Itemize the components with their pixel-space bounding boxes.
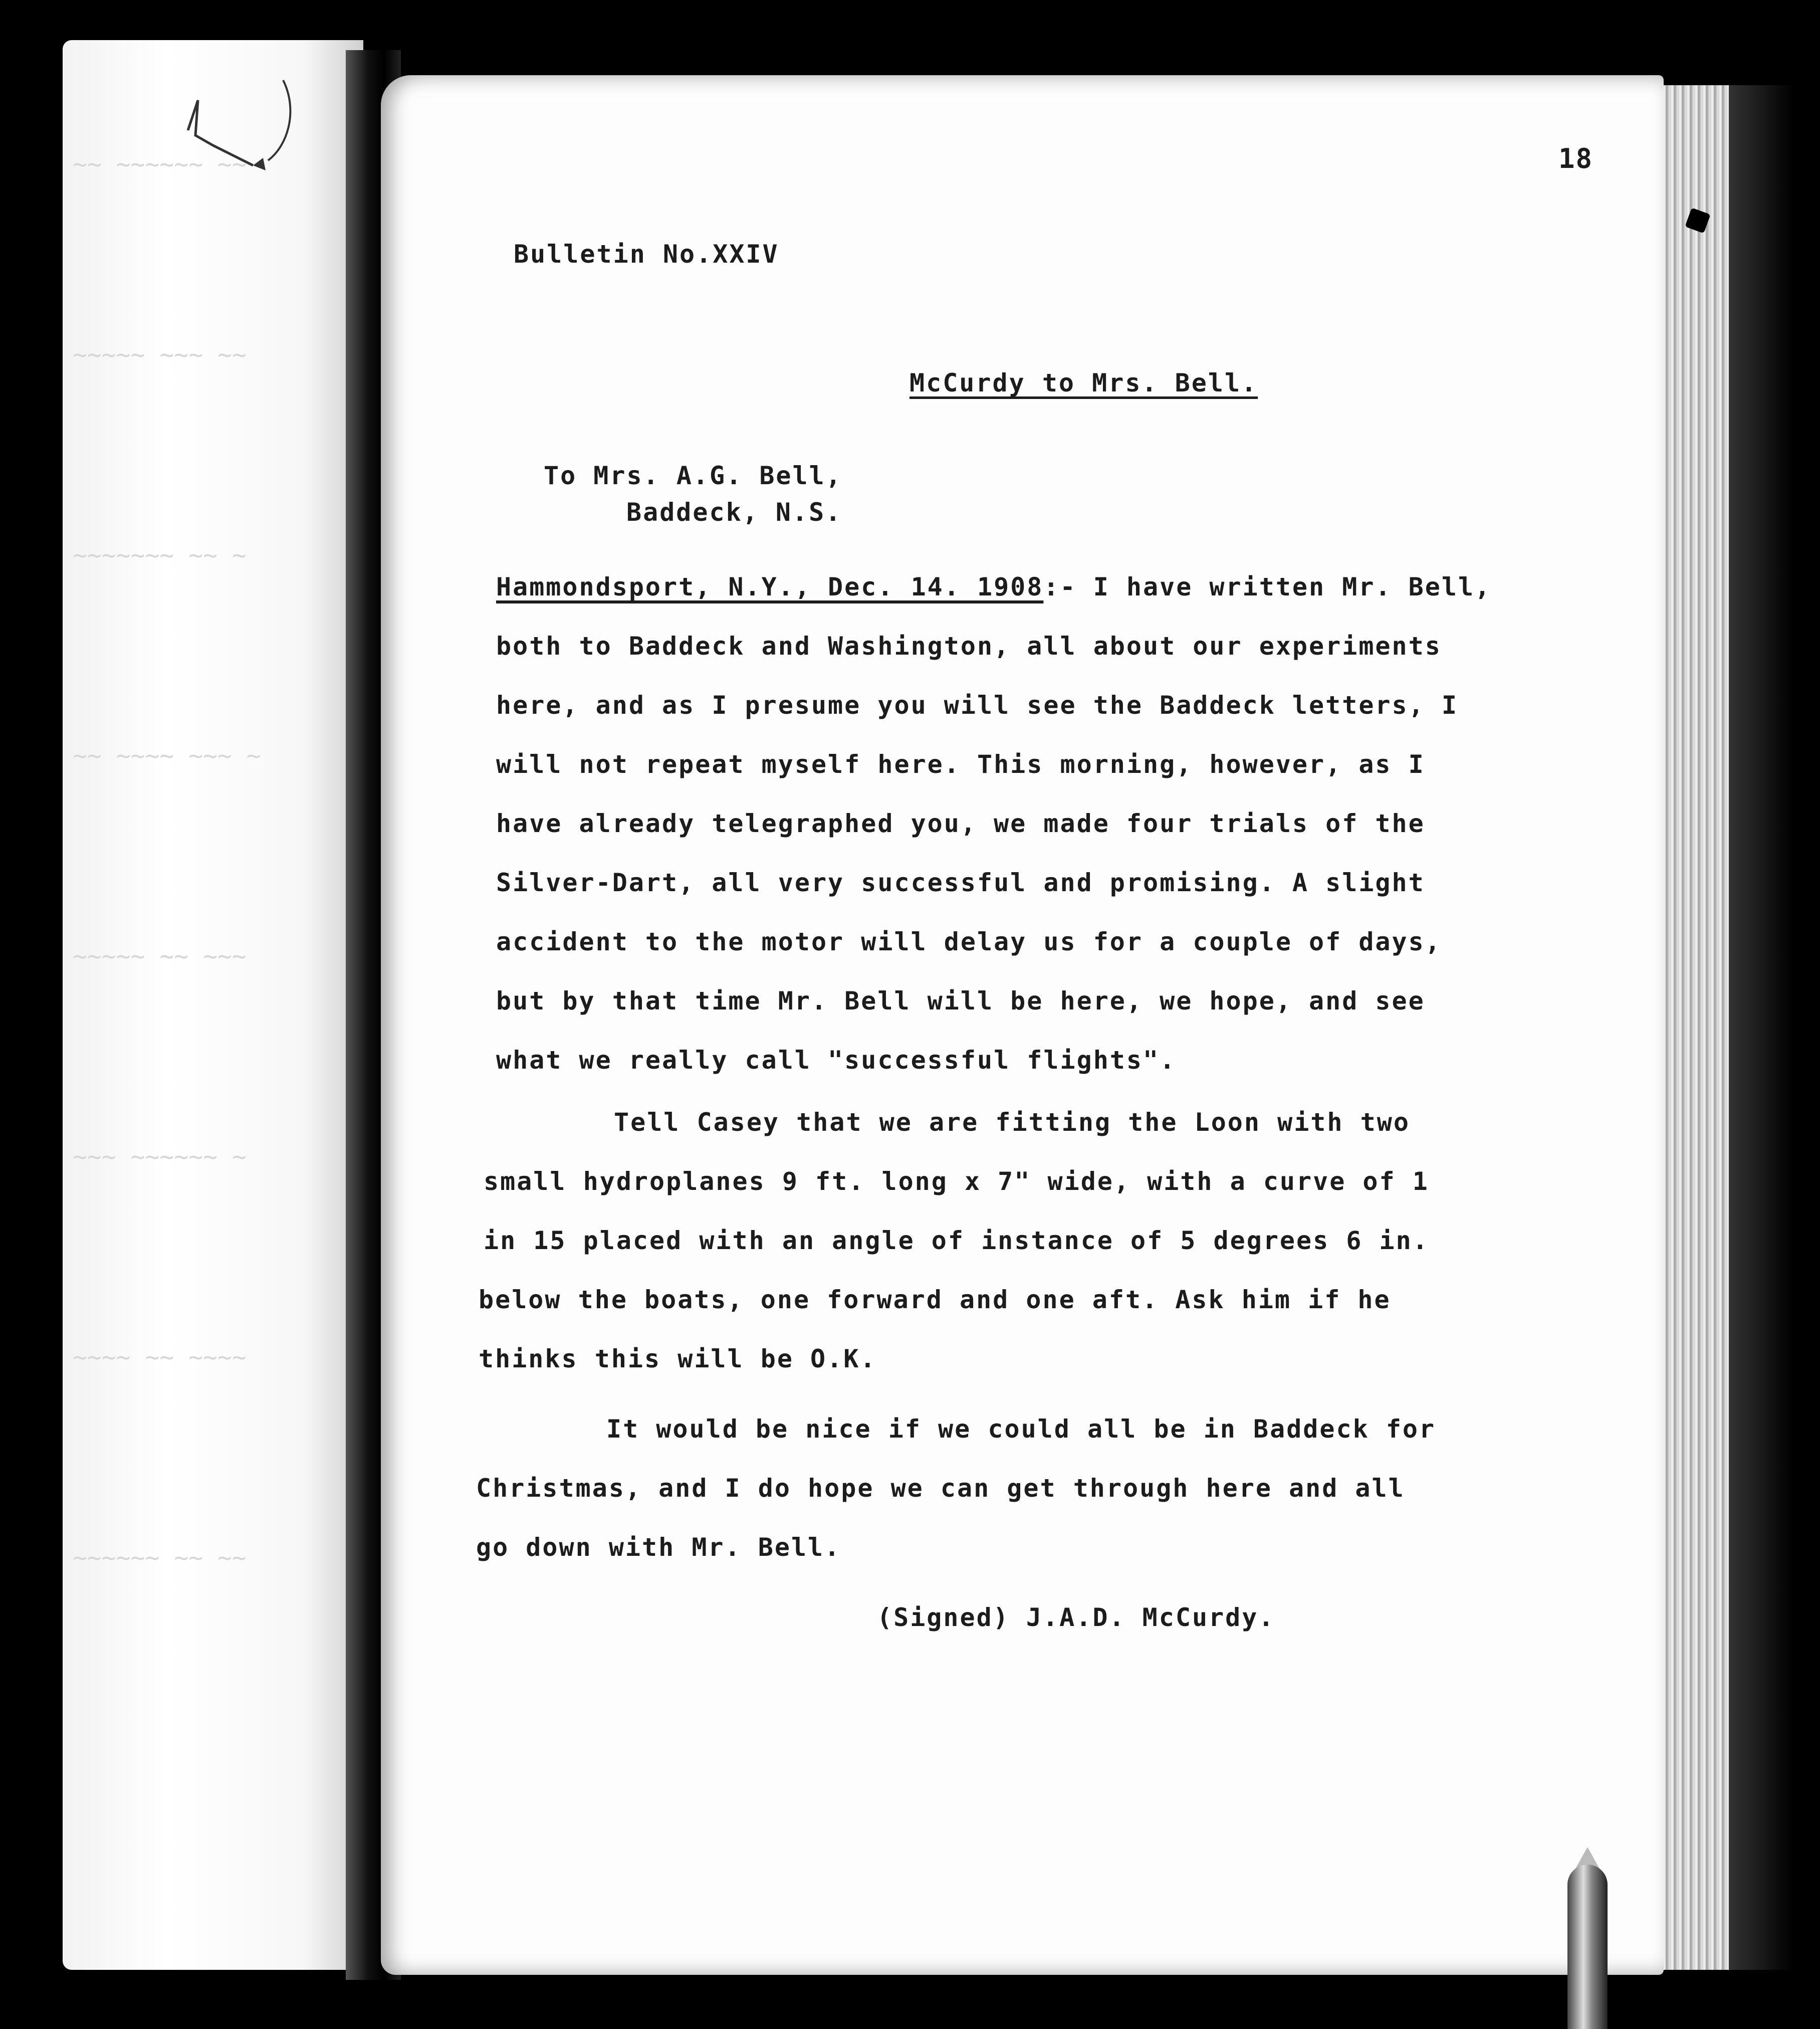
body-line: accident to the motor will delay us for a couple of days, bbox=[496, 927, 1442, 956]
pen bbox=[1567, 1865, 1608, 2029]
body-line: small hydroplanes 9 ft. long x 7" wide, with a curve of 1 bbox=[484, 1167, 1429, 1196]
typed-page bbox=[381, 75, 1664, 1975]
body-text: :- I have written Mr. Bell, bbox=[1043, 572, 1492, 601]
body-line bbox=[496, 572, 1491, 601]
page-number: 18 bbox=[1558, 143, 1594, 174]
signature-line: (Signed) J.A.D. McCurdy. bbox=[877, 1603, 1275, 1632]
body-line: go down with Mr. Bell. bbox=[476, 1533, 841, 1562]
address-line-2: Baddeck, N.S. bbox=[626, 498, 842, 527]
dateline: Hammondsport, N.Y., Dec. 14. 1908 bbox=[496, 572, 1044, 601]
bleed-through-text: ~~~~~ ~~~ ~~ bbox=[73, 341, 247, 363]
body-line: will not repeat myself here. This morning, however, as I bbox=[496, 750, 1425, 779]
body-line: Tell Casey that we are fitting the Loon with two bbox=[614, 1108, 1410, 1137]
bleed-through-text: ~~ ~~~~ ~~~ ~ bbox=[73, 742, 261, 764]
body-line: here, and as I presume you will see the Baddeck letters, I bbox=[496, 691, 1458, 720]
body-line: Silver-Dart, all very successful and promising. A slight bbox=[496, 868, 1425, 897]
bleed-through-text: ~~~~~~~ ~~ ~ bbox=[73, 541, 247, 563]
body-line: have already telegraphed you, we made four trials of the bbox=[496, 809, 1425, 838]
bulletin-number: Bulletin No.XXIV bbox=[514, 240, 779, 269]
body-line: in 15 placed with an angle of instance of 5 degrees 6 in. bbox=[484, 1226, 1429, 1255]
body-line: what we really call "successful flights". bbox=[496, 1046, 1177, 1075]
facing-page bbox=[63, 40, 363, 1970]
bleed-through-text: ~~~~~ ~~ ~~~ bbox=[73, 942, 247, 964]
bleed-through-text: ~~~~~~ ~~ ~~ bbox=[73, 1544, 247, 1566]
address-line-1: To Mrs. A.G. Bell, bbox=[544, 461, 842, 490]
letter-heading: McCurdy to Mrs. Bell. bbox=[909, 368, 1258, 397]
body-line: below the boats, one forward and one aft. Ask him if he bbox=[479, 1285, 1391, 1314]
body-line: both to Baddeck and Washington, all about our experiments bbox=[496, 632, 1442, 661]
bleed-through-text: ~~~~ ~~ ~~~~ bbox=[73, 1343, 247, 1365]
body-line: but by that time Mr. Bell will be here, we hope, and see bbox=[496, 986, 1425, 1016]
body-line: Christmas, and I do hope we can get through here and all bbox=[476, 1474, 1405, 1503]
bleed-through-text: ~~~ ~~~~~~ ~ bbox=[73, 1143, 247, 1165]
bleed-through-text: ~~ ~~~~~~ ~~ bbox=[73, 150, 247, 172]
page-stack-edge bbox=[1654, 85, 1794, 1970]
body-line: It would be nice if we could all be in Baddeck for bbox=[606, 1414, 1436, 1444]
body-line: thinks this will be O.K. bbox=[479, 1344, 877, 1373]
